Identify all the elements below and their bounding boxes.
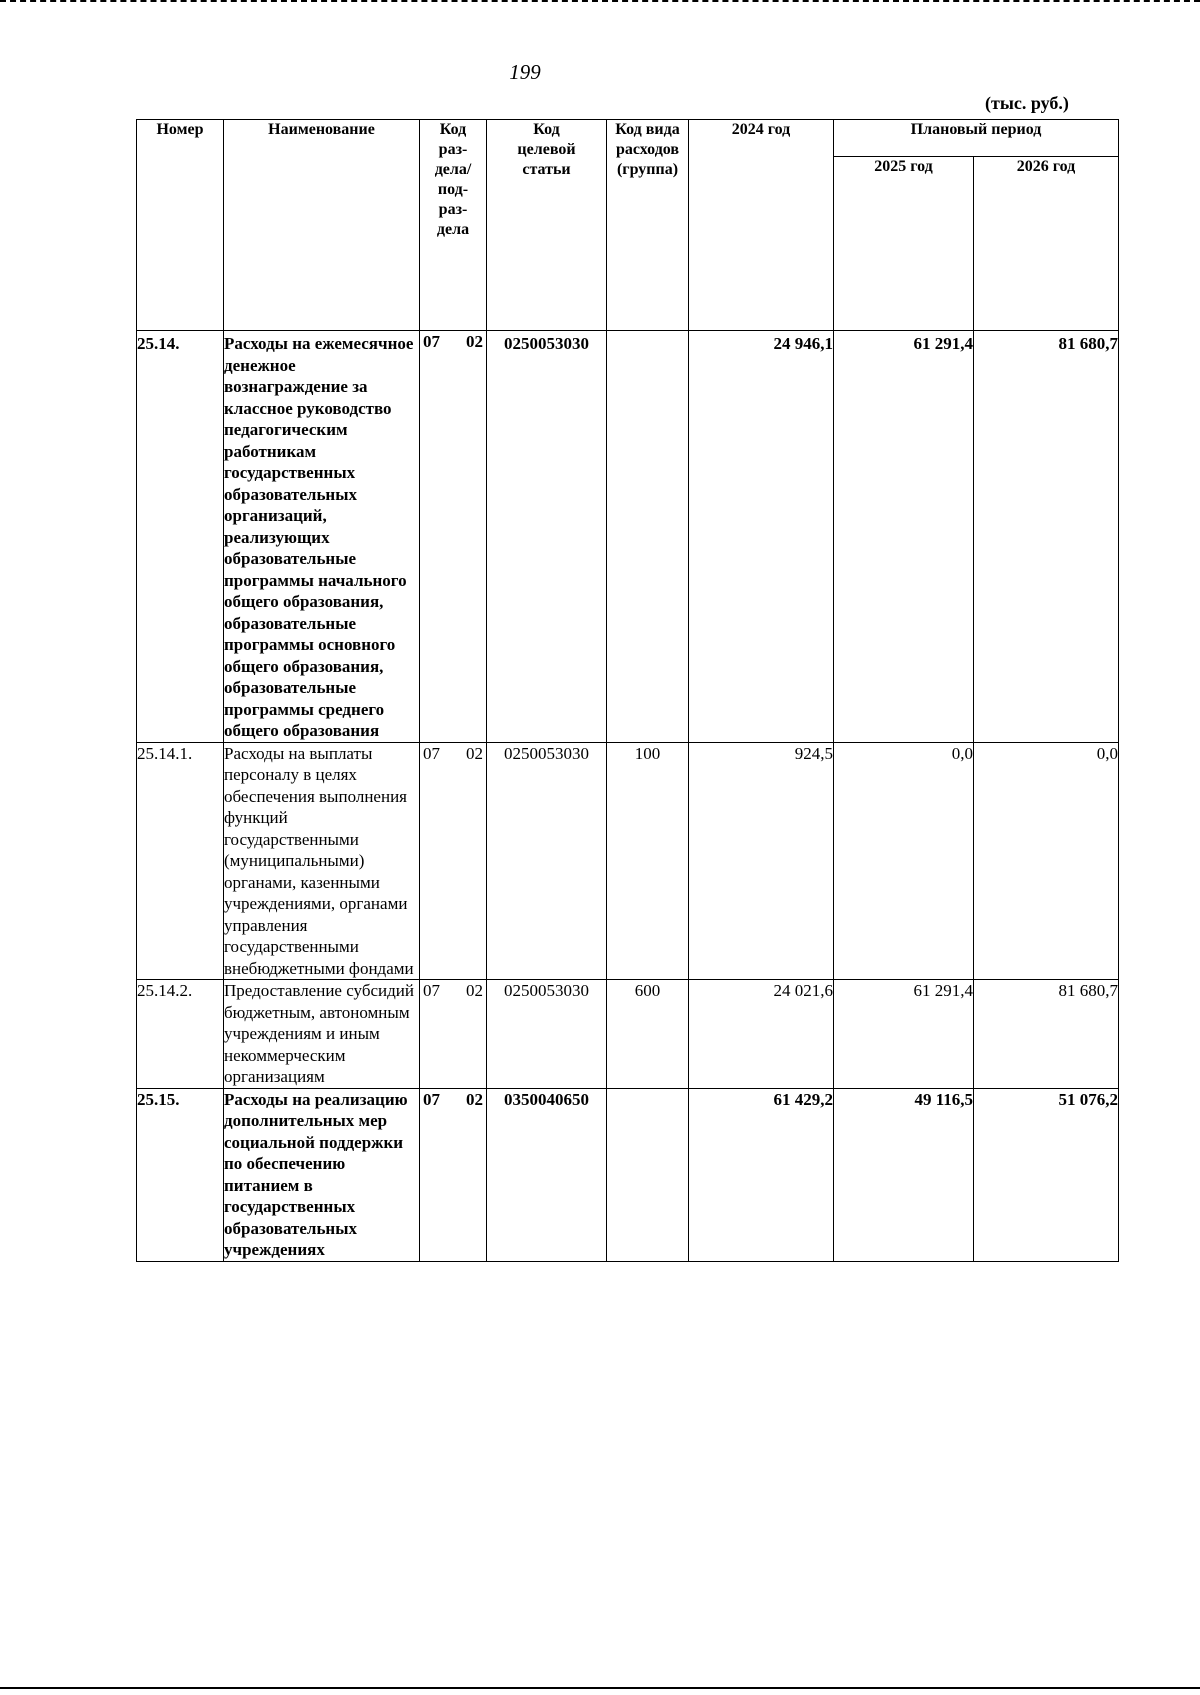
row-expense-type: 600 — [607, 980, 689, 1089]
header-2025: 2025 год — [834, 157, 974, 331]
row-name: Расходы на ежемесячное денежное вознаграждение за классное руководство педагогическим работникам государственных образовательных организаций, реализующих образовательные программы начального общего образования, образовательные программы основного общего образования, образовательные программы среднего общего образования — [224, 331, 420, 743]
row-value-2024: 24 021,6 — [689, 980, 834, 1089]
row-subsection-code: 02 — [466, 743, 483, 763]
header-name: Наименование — [224, 120, 420, 331]
row-subsection-code: 02 — [466, 981, 483, 1000]
row-value-2026: 81 680,7 — [974, 331, 1119, 743]
header-section-code: Код раз- дела/ под- раз- дела — [420, 120, 487, 331]
table-row — [137, 331, 1119, 743]
top-border-line — [0, 0, 1200, 4]
row-value-2024: 924,5 — [689, 742, 834, 980]
header-plan-period: Плановый период — [834, 120, 1119, 157]
header-num: Номер — [137, 120, 224, 331]
row-section-code: 07 — [423, 743, 440, 763]
row-num: 25.14. — [137, 331, 224, 743]
row-value-2026: 0,0 — [974, 742, 1119, 980]
row-value-2025: 49 116,5 — [834, 1088, 974, 1261]
row-section-code: 07 — [423, 981, 440, 1000]
row-num: 25.15. — [137, 1088, 224, 1261]
row-name: Расходы на реализацию дополнительных мер социальной поддержки по обеспечению питанием в государственных образовательных учреждениях — [224, 1088, 420, 1261]
row-value-2024: 24 946,1 — [689, 331, 834, 743]
header-target-code: Код целевой статьи — [487, 120, 607, 331]
row-num: 25.14.2. — [137, 980, 224, 1089]
row-name: Расходы на выплаты персоналу в целях обеспечения выполнения функций государственными (муниципальными) органами, казенными учреждениями, органами управления государственными внебюджетными фондами — [224, 742, 420, 980]
table-body — [137, 331, 1119, 1262]
row-value-2025: 61 291,4 — [834, 980, 974, 1089]
bottom-border-line — [0, 1687, 1200, 1689]
budget-table — [136, 119, 1119, 1262]
row-value-2026: 51 076,2 — [974, 1088, 1119, 1261]
page-number: 199 — [509, 60, 541, 84]
row-section-code: 07 — [423, 332, 440, 351]
row-section — [420, 980, 487, 1089]
header-2026: 2026 год — [974, 157, 1119, 331]
row-target-code: 0250053030 — [487, 980, 607, 1089]
row-target-code: 0250053030 — [487, 331, 607, 743]
row-section — [420, 331, 487, 743]
row-target-code: 0350040650 — [487, 1088, 607, 1261]
row-expense-type — [607, 331, 689, 743]
row-value-2025: 61 291,4 — [834, 331, 974, 743]
row-expense-type: 100 — [607, 742, 689, 980]
table-row — [137, 742, 1119, 980]
row-subsection-code: 02 — [466, 332, 483, 351]
row-value-2025: 0,0 — [834, 742, 974, 980]
row-section — [420, 1088, 487, 1261]
row-expense-type — [607, 1088, 689, 1261]
table-row — [137, 980, 1119, 1089]
row-subsection-code: 02 — [466, 1089, 483, 1109]
row-value-2024: 61 429,2 — [689, 1088, 834, 1261]
table-row — [137, 1088, 1119, 1261]
row-name: Предоставление субсидий бюджетным, автономным учреждениям и иным некоммерческим организациям — [224, 980, 420, 1089]
row-section — [420, 742, 487, 980]
units-label: (тыс. руб.) — [985, 93, 1069, 113]
row-num: 25.14.1. — [137, 742, 224, 980]
row-value-2026: 81 680,7 — [974, 980, 1119, 1089]
header-expense-type: Код вида расходов (группа) — [607, 120, 689, 331]
table-header — [137, 120, 1119, 331]
header-2024: 2024 год — [689, 120, 834, 331]
row-target-code: 0250053030 — [487, 742, 607, 980]
row-section-code: 07 — [423, 1089, 440, 1109]
